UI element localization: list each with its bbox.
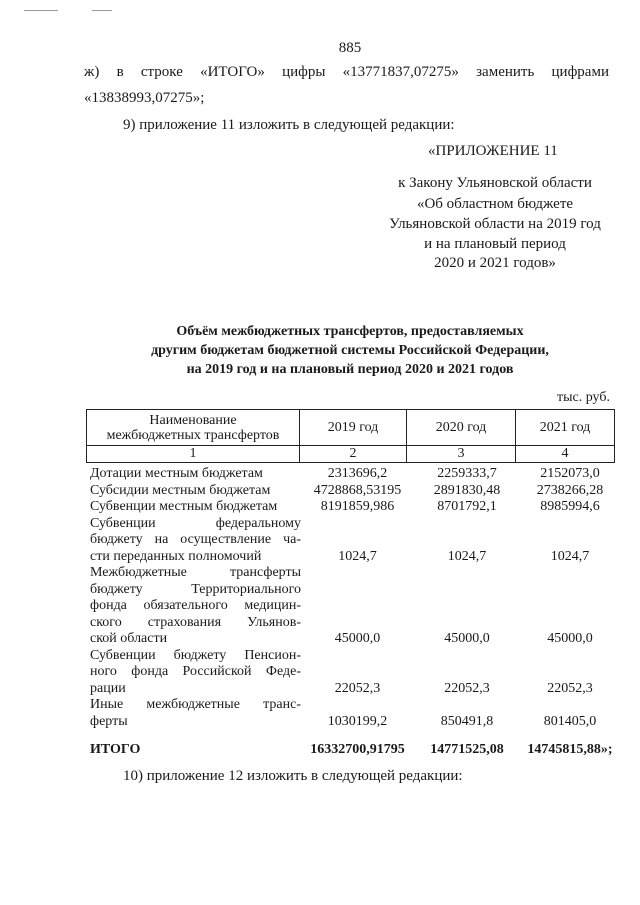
appendix-line-4: и на плановый период [424,236,566,252]
row-name-line: ного фонда Российской Феде- [90,664,301,679]
row-name-line: сти переданных полномочий [90,548,262,564]
header-name-cell [87,410,300,446]
row-name-line: рации [90,680,126,696]
row-name-line: Межбюджетные трансферты [90,565,301,580]
paragraph-10: 10) приложение 12 изложить в следующей редакции: [123,768,463,784]
row-name [90,466,301,483]
table-row [90,483,615,500]
row-name [90,499,301,516]
row-name-line: Субсидии местным бюджетам [90,482,271,498]
page-number: 885 [338,40,362,56]
header-2020: 2020 год [407,410,516,446]
row-value-2020: 850491,8 [440,713,494,729]
row-value-2020: 8701792,1 [437,499,497,514]
row-value-2019: 2313696,2 [327,466,388,481]
row-value-2019: 1024,7 [338,548,377,564]
table-row [90,648,615,698]
paragraph-zh-line1: ж) в строке «ИТОГО» цифры «13771837,07275» заменить цифрами [84,64,609,80]
row-name-line: бюджету Территориального [90,581,301,597]
header-2019: 2019 год [300,410,407,446]
row-name [90,697,301,730]
row-value-2019: 1030199,2 [327,713,388,729]
header-2021: 2021 год [516,410,615,446]
column-number-3: 3 [407,446,516,463]
row-value-2021: 801405,0 [543,713,597,729]
table-row [90,499,615,516]
row-name-line: бюджету на осуществление ча- [90,532,301,547]
row-name-line: ского страхования Ульянов- [90,614,301,630]
table-row [90,697,615,730]
row-value-2020: 1024,7 [447,548,487,564]
row-value-2020: 22052,3 [444,680,490,696]
total-2021: 14745815,88»; [527,742,613,757]
row-name-line: Субвенции бюджету Пенсион- [90,647,301,663]
header-name-line2: межбюджетных трансфертов [106,427,280,443]
row-value-2019: 4728868,53195 [313,482,402,498]
row-value-2021: 22052,3 [547,680,593,696]
column-number-4: 4 [516,446,615,463]
table-title-line-1: Объём межбюджетных трансфертов, предоставляемых [176,324,524,339]
table-row [90,516,615,566]
header-name-line1: Наименование [149,412,237,428]
table-header [86,409,615,463]
appendix-line-5: 2020 и 2021 годов» [434,255,556,271]
table-title-line-3: на 2019 год и на плановый период 2020 и 2021 годов [186,362,514,377]
row-value-2021: 8985994,6 [540,499,600,514]
total-2019: 16332700,91795 [310,742,405,757]
total-2020: 14771525,08 [430,742,504,757]
unit-label: тыс. руб. [557,390,610,405]
row-value-2021: 1024,7 [550,548,590,564]
row-name [90,516,301,566]
appendix-line-3: Ульяновской области на 2019 год [389,216,601,232]
row-name-line: Субвенции местным бюджетам [90,499,278,514]
row-name-line: Иные межбюджетные транс- [90,697,301,712]
row-name-line: ферты [90,713,128,729]
row-name-line: Дотации местным бюджетам [90,466,263,481]
row-value-2019: 8191859,986 [320,499,395,514]
row-value-2019: 45000,0 [334,631,381,646]
row-value-2020: 2259333,7 [437,466,497,481]
total-label: ИТОГО [90,742,141,757]
paragraph-zh-line2: «13838993,07275»; [84,90,205,106]
row-name [90,483,301,500]
row-value-2021: 2152073,0 [540,466,600,481]
scan-artifact [92,10,112,11]
table-body [90,466,615,730]
column-number-2: 2 [300,446,407,463]
row-name [90,648,301,698]
appendix-heading: «ПРИЛОЖЕНИЕ 11 [428,143,558,159]
paragraph-9: 9) приложение 11 изложить в следующей редакции: [123,117,455,133]
scan-artifact [24,10,58,11]
row-value-2020: 2891830,48 [433,482,501,498]
row-value-2019: 22052,3 [334,680,381,696]
table-row [90,466,615,483]
table-title-line-2: другим бюджетам бюджетной системы Российской Федерации, [151,343,549,358]
appendix-line-2: «Об областном бюджете [416,196,574,212]
row-name-line: Субвенции федеральному [90,515,301,531]
column-number-1: 1 [87,446,300,463]
appendix-line-1: к Закону Ульяновской области [398,175,592,191]
row-value-2021: 45000,0 [547,631,593,646]
row-name-line: фонда обязательного медицин- [90,598,301,613]
row-name-line: ской области [90,631,168,646]
row-value-2021: 2738266,28 [536,482,604,498]
table-row [90,565,615,648]
row-name [90,565,301,648]
row-value-2020: 45000,0 [444,631,490,646]
